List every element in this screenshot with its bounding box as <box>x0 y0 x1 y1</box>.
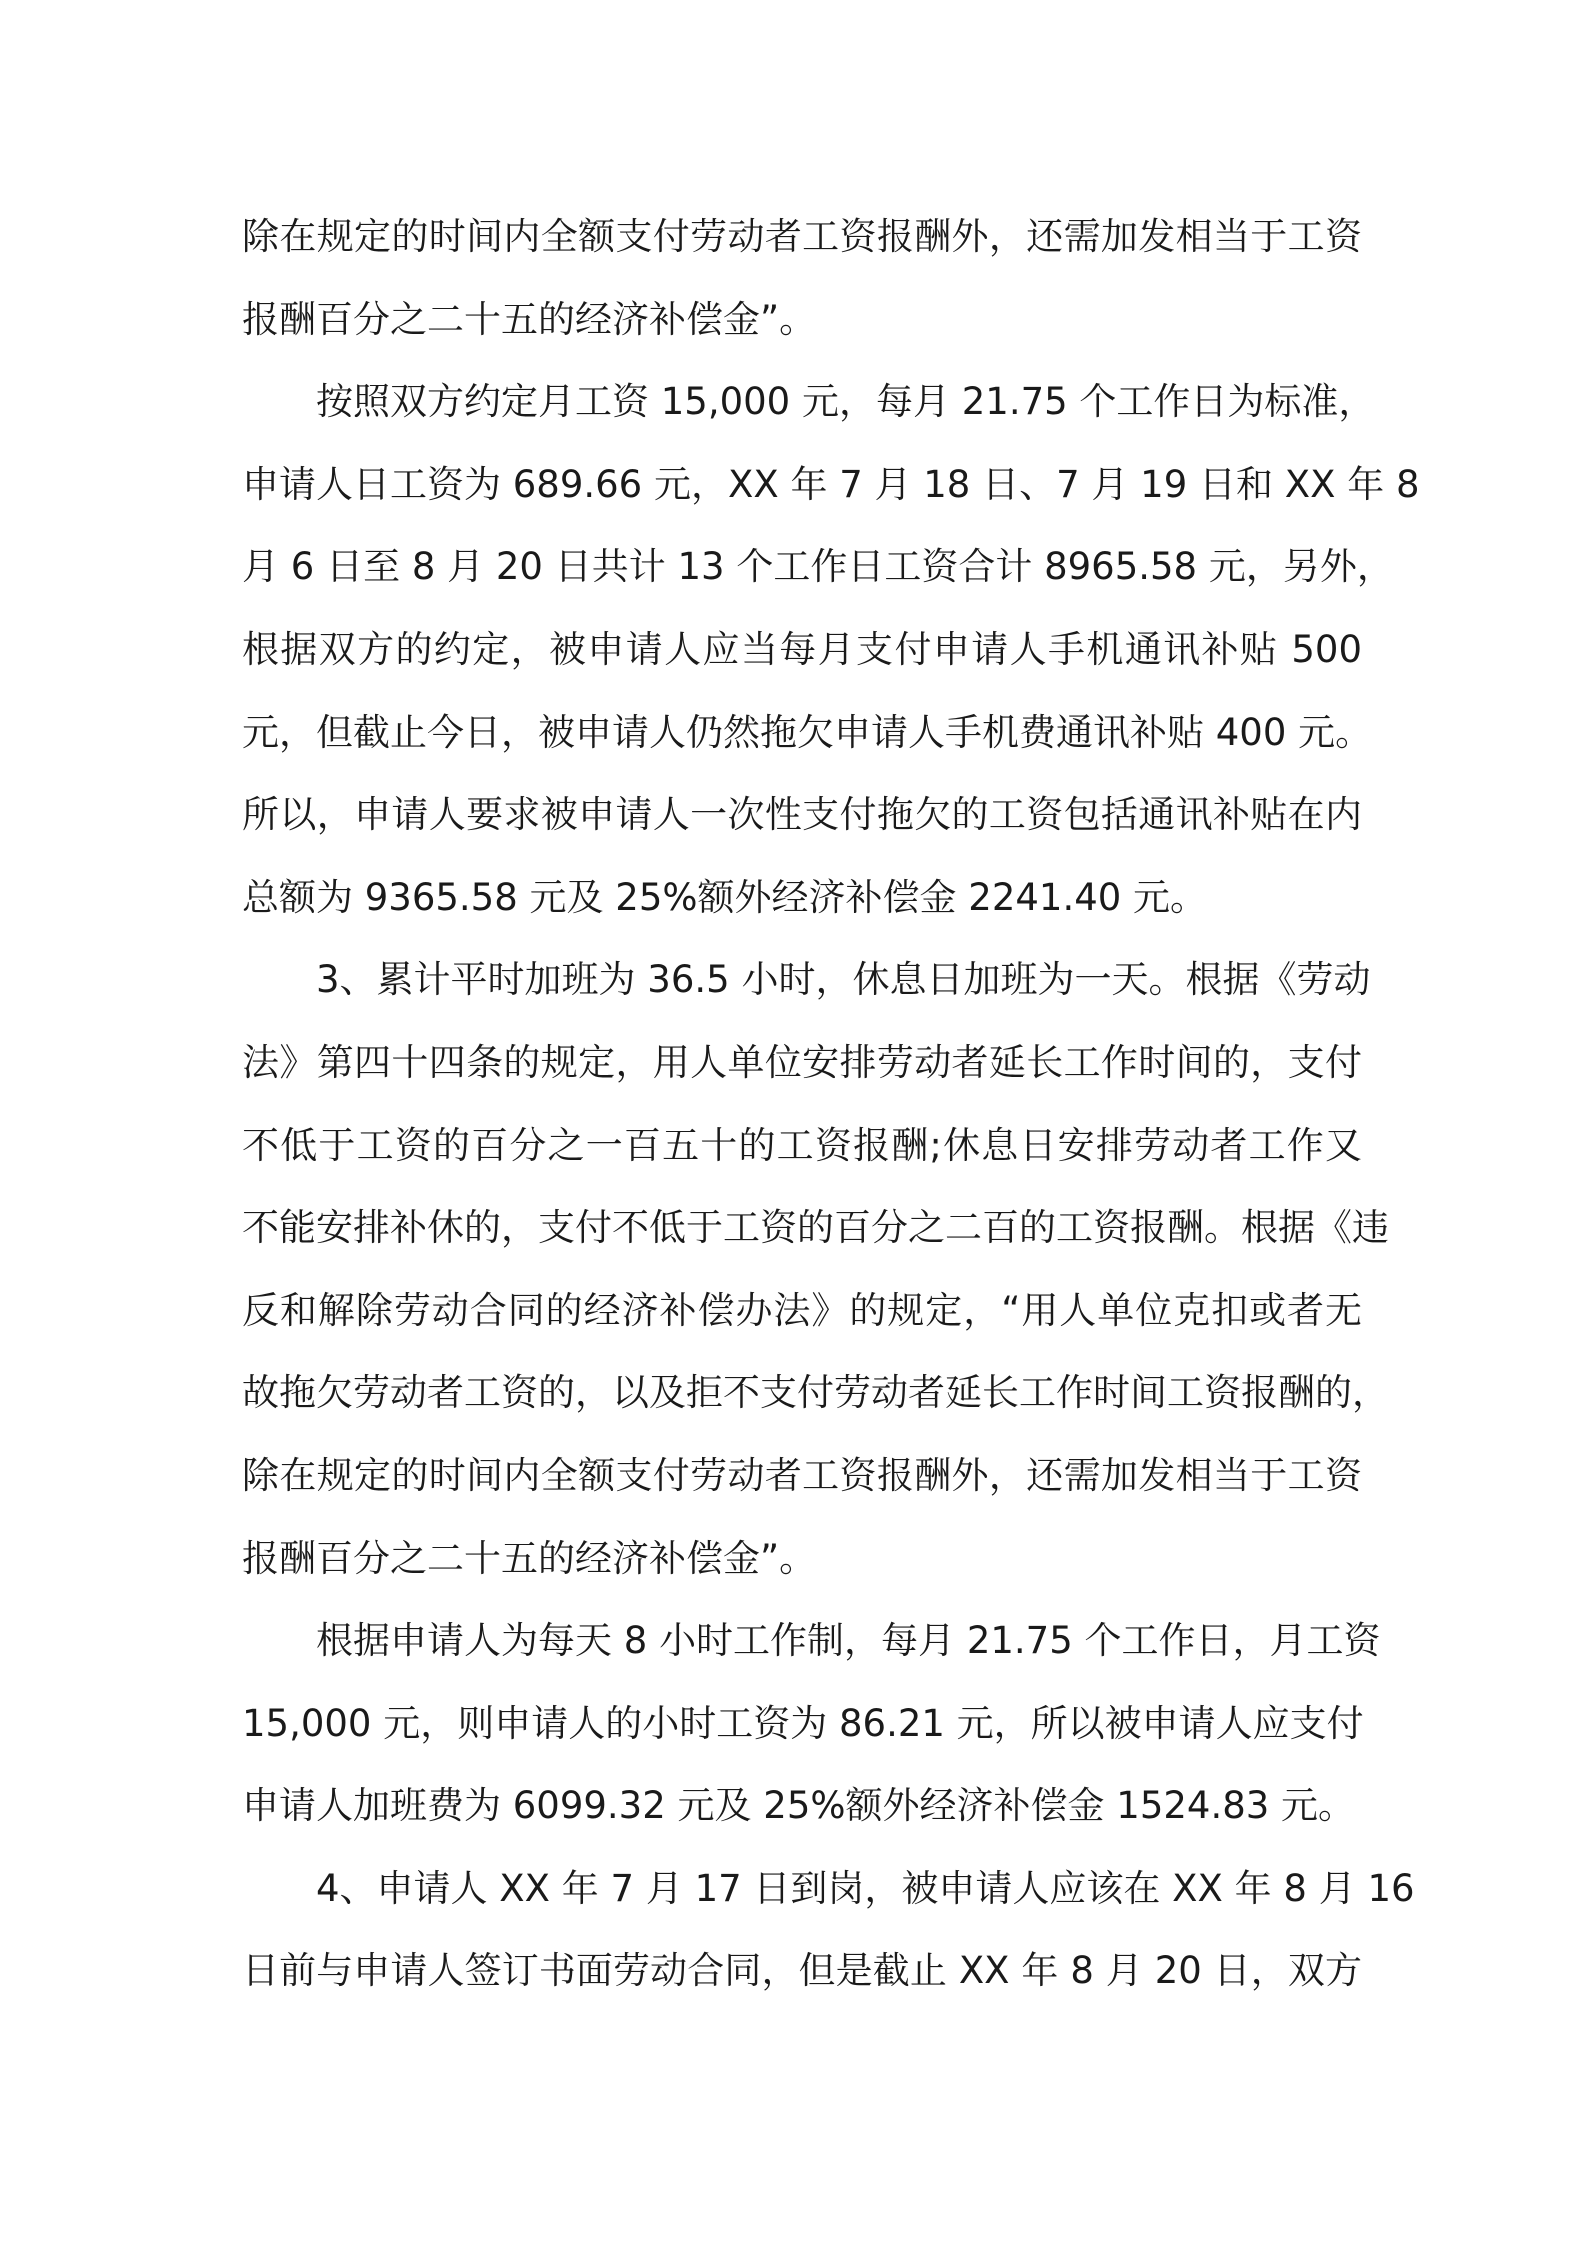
text-line: 根据双方的约定，被申请人应当每月支付申请人手机通讯补贴 500 <box>242 627 1362 671</box>
text-line: 所以，申请人要求被申请人一次性支付拖欠的工资包括通讯补贴在内 <box>242 793 1362 837</box>
paragraph-start-line: 根据申请人为每天 8 小时工作制，每月 21.75 个工作日，月工资 <box>316 1619 1381 1663</box>
text-line: 报酬百分之二十五的经济补偿金”。 <box>242 297 817 341</box>
text-line: 申请人加班费为 6099.32 元及 25%额外经济补偿金 1524.83 元。 <box>242 1784 1356 1828</box>
text-line: 不低于工资的百分之一百五十的工资报酬;休息日安排劳动者工作又 <box>242 1123 1362 1167</box>
paragraph-start-line: 4、申请人 XX 年 7 月 17 日到岗，被申请人应该在 XX 年 8 月 16 <box>316 1866 1415 1910</box>
text-line: 申请人日工资为 689.66 元，XX 年 7 月 18 日、7 月 19 日和 XX 年 8 <box>242 462 1420 506</box>
text-line: 除在规定的时间内全额支付劳动者工资报酬外，还需加发相当于工资 <box>242 215 1362 258</box>
text-line: 报酬百分之二十五的经济补偿金”。 <box>242 1536 817 1580</box>
text-line: 总额为 9365.58 元及 25%额外经济补偿金 2241.40 元。 <box>242 875 1208 919</box>
text-line: 不能安排补休的，支付不低于工资的百分之二百的工资报酬。根据《违 <box>242 1206 1389 1250</box>
text-line: 反和解除劳动合同的经济补偿办法》的规定，“用人单位克扣或者无 <box>242 1288 1362 1332</box>
document-body <box>242 196 1420 2013</box>
paragraph-start-line: 3、累计平时加班为 36.5 小时，休息日加班为一天。根据《劳动 <box>316 958 1371 1002</box>
text-line: 月 6 日至 8 月 20 日共计 13 个工作日工资合计 8965.58 元，另外， <box>242 545 1394 589</box>
text-line: 除在规定的时间内全额支付劳动者工资报酬外，还需加发相当于工资 <box>242 1453 1362 1497</box>
text-line: 日前与申请人签订书面劳动合同，但是截止 XX 年 8 月 20 日，双方 <box>242 1949 1362 1993</box>
text-line: 故拖欠劳动者工资的，以及拒不支付劳动者延长工作时间工资报酬的， <box>242 1371 1389 1415</box>
text-line: 15,000 元，则申请人的小时工资为 86.21 元，所以被申请人应支付 <box>242 1701 1364 1745</box>
paragraph-start-line: 按照双方约定月工资 15,000 元，每月 21.75 个工作日为标准， <box>316 380 1376 424</box>
text-line: 元，但截止今日，被申请人仍然拖欠申请人手机费通讯补贴 400 元。 <box>242 710 1373 754</box>
text-line: 法》第四十四条的规定，用人单位安排劳动者延长工作时间的，支付 <box>242 1040 1362 1084</box>
